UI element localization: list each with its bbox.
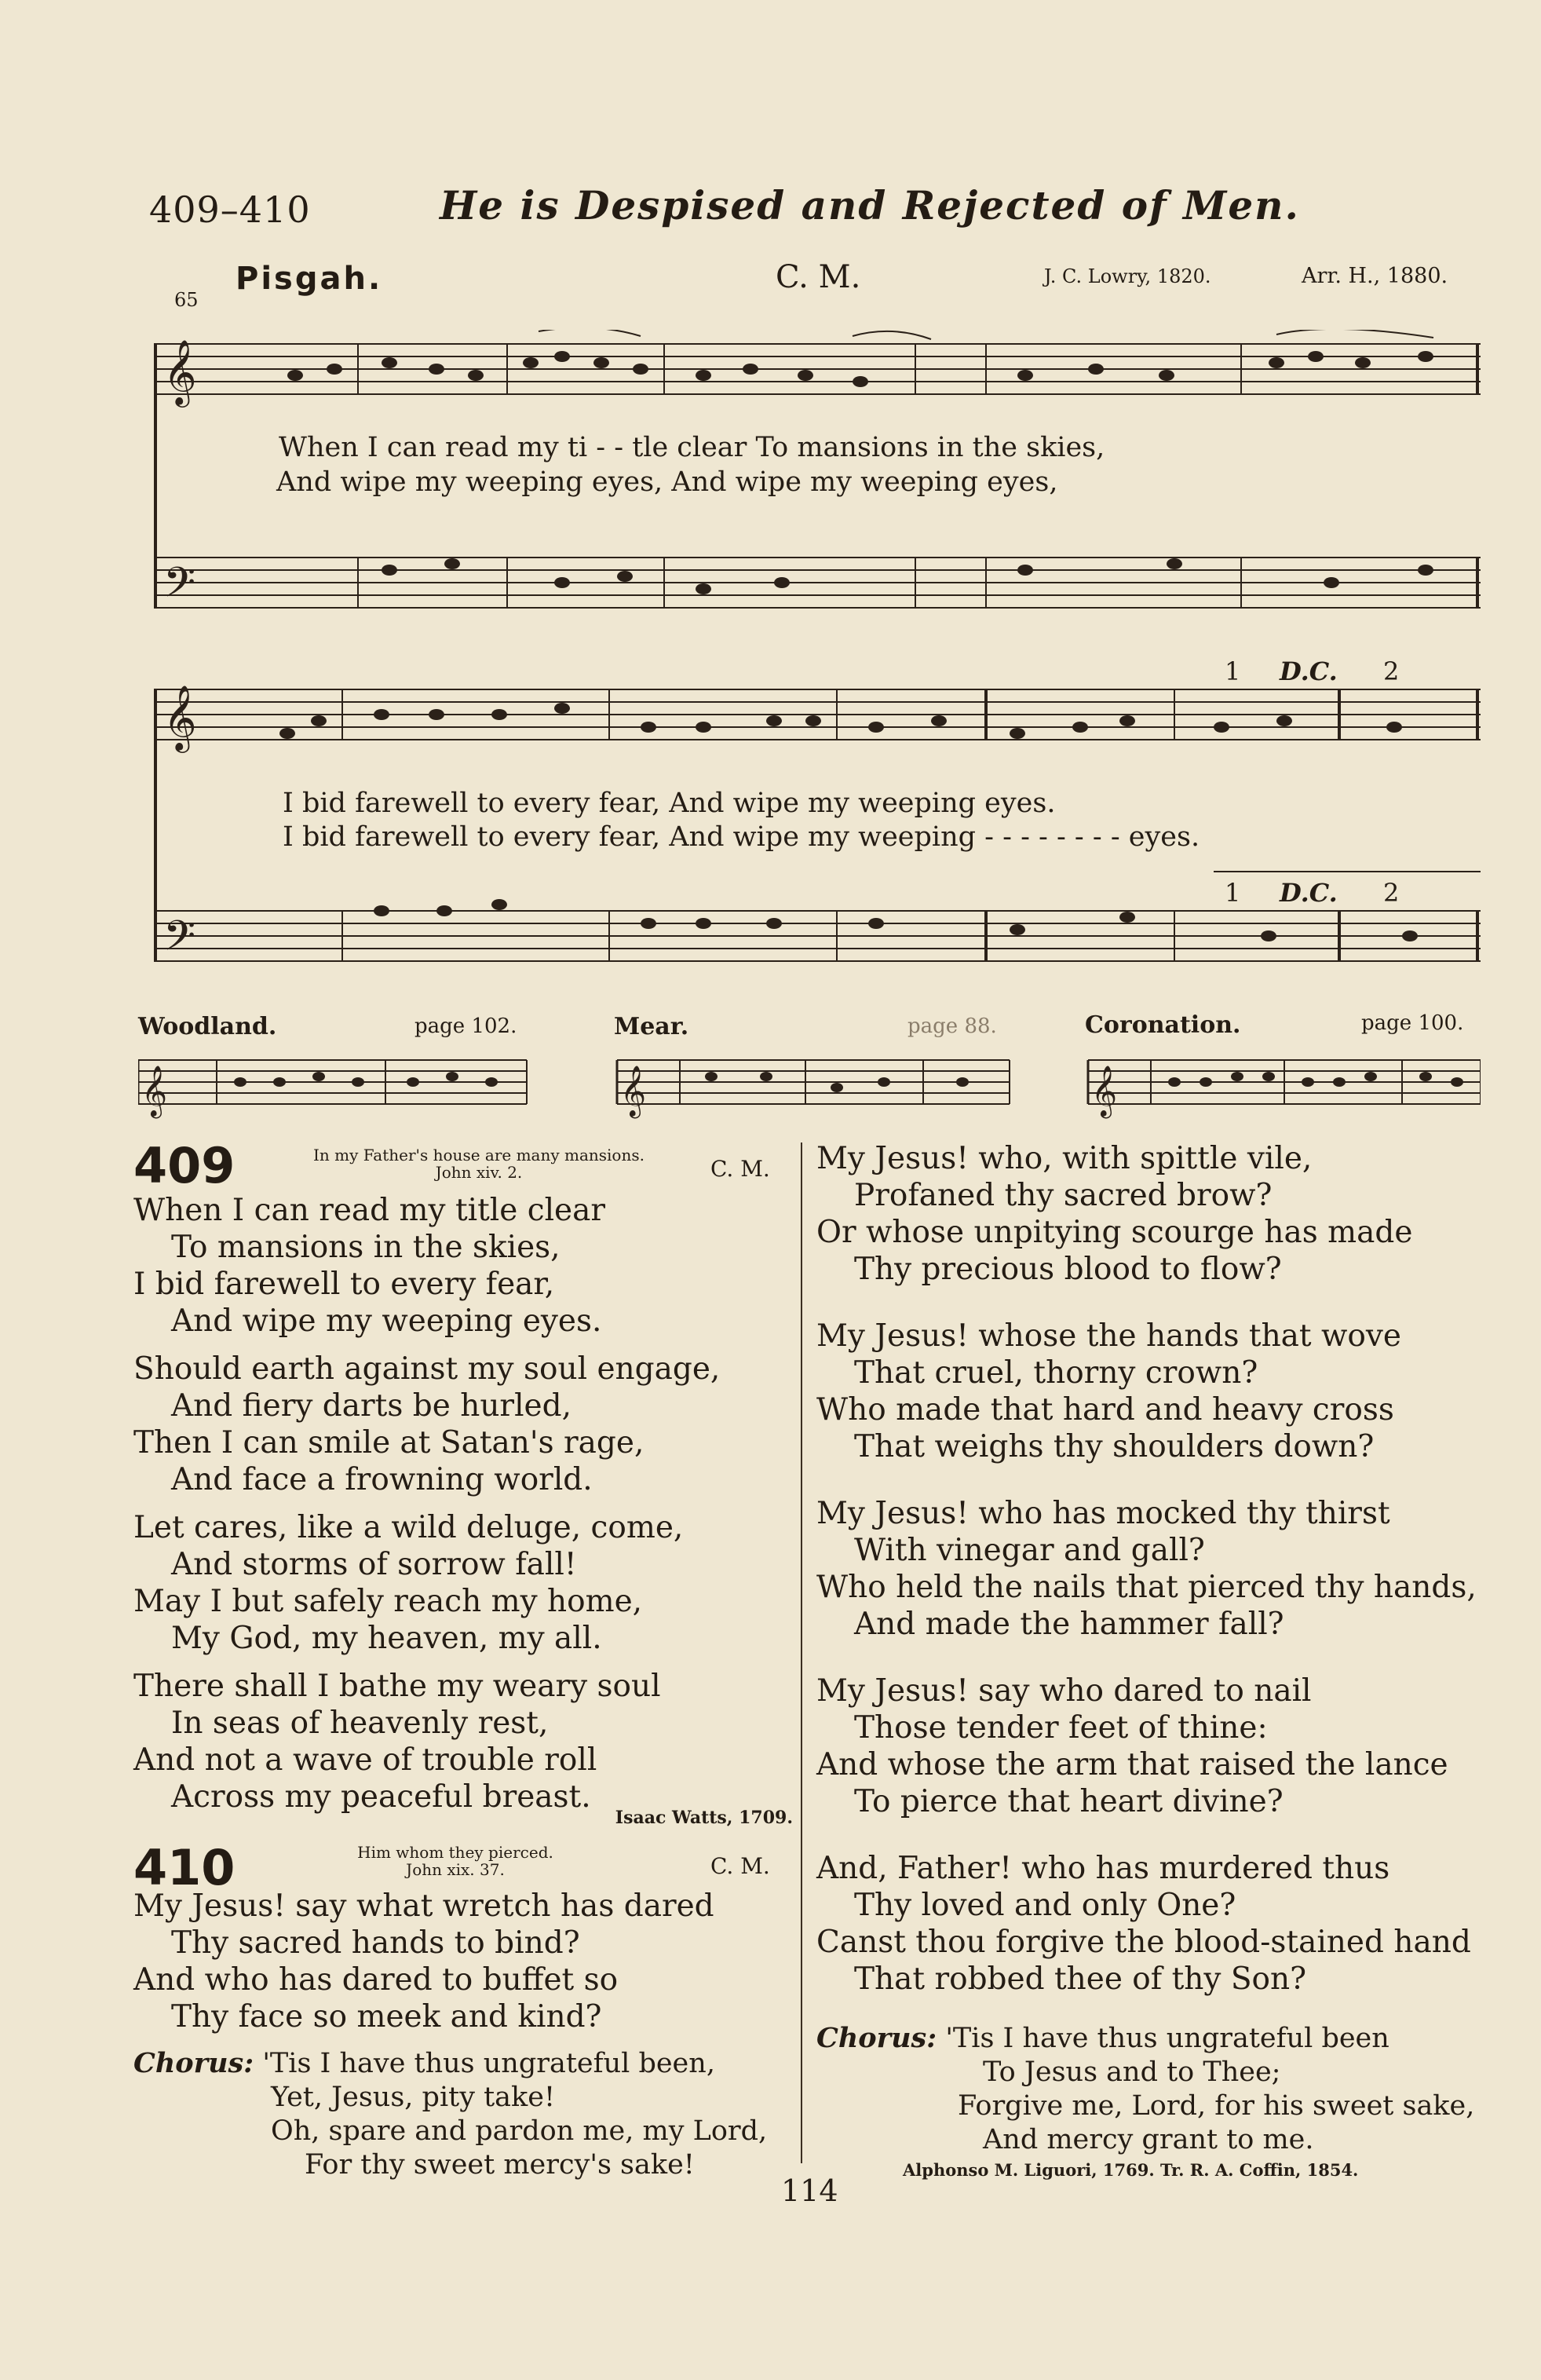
verse-line: When I can read my title clear (133, 1193, 606, 1228)
verse-line: Thy loved and only One? (854, 1888, 1236, 1923)
verse-line: My Jesus! say what wretch has dared (133, 1888, 714, 1924)
verse-line: Profaned thy sacred brow? (854, 1178, 1273, 1213)
verse-line: And fiery darts be hurled, (171, 1388, 571, 1424)
verse-line: Canst thou forgive the blood-stained hand (816, 1925, 1471, 1960)
lyrics-system-2-line-2: I bid farewell to every fear, And wipe my weeping - - - - - - - - eyes. (283, 821, 1200, 853)
verse-line: My God, my heaven, my all. (171, 1621, 602, 1656)
hymn-410-stanza-4 (816, 1495, 1492, 1643)
verse-line: And wipe my weeping eyes. (171, 1303, 602, 1339)
tune-name: Pisgah. (236, 261, 383, 297)
chorus-line: Forgive me, Lord, for his sweet sake, (958, 2090, 1475, 2122)
alt-tune-mear: Mear. (614, 1013, 689, 1040)
verse-line: Or whose unpitying scourge has made (816, 1215, 1413, 1250)
hymn-410-stanza-6 (816, 1850, 1492, 1998)
chorus-line: To Jesus and to Thee; (983, 2056, 1281, 2088)
lyrics-system-2-line-1: I bid farewell to every fear, And wipe my weeping eyes. (283, 788, 1056, 819)
svg-text:𝄞: 𝄞 (163, 338, 197, 404)
svg-text:𝄞: 𝄞 (620, 1066, 647, 1117)
verse-line: Those tender feet of thine: (854, 1710, 1268, 1746)
verse-line: That robbed thee of thy Son? (854, 1961, 1307, 1997)
alt-tune-coronation-page: page 100. (1361, 1011, 1464, 1035)
hymn-410-stanza-2 (816, 1140, 1492, 1288)
volta-2-label-bass: 2 (1383, 878, 1400, 908)
hymn-409 (133, 1137, 793, 1828)
chorus-line: Yet, Jesus, pity take! (271, 2082, 556, 2113)
hymn-409-scripture-text: In my Father's house are many mansions. (313, 1146, 645, 1164)
volta-1-label: 1 (1225, 656, 1241, 686)
lyrics-system-1-line-2: And wipe my weeping eyes, And wipe my weeping eyes, (276, 466, 1058, 498)
alt-tune-woodland: Woodland. (138, 1013, 277, 1040)
verse-line: Across my peaceful breast. (171, 1779, 591, 1815)
hymn-410-scripture (290, 1844, 620, 1878)
hymn-409-stanza-1 (133, 1192, 793, 1340)
hymn-410-stanza-1 (133, 1888, 793, 2035)
hymn-410 (133, 1839, 793, 2182)
hymn-409-meter: C. M. (710, 1156, 770, 1182)
hymn-409-stanza-2 (133, 1351, 793, 1498)
hymn-number-range: 409–410 (149, 188, 311, 231)
svg-text:𝄞: 𝄞 (163, 684, 197, 750)
hymn-409-scripture-ref: John xiv. 2. (435, 1163, 523, 1182)
svg-text:𝄢: 𝄢 (163, 559, 196, 617)
hymn-410-author: Alphonso M. Liguori, 1769. Tr. R. A. Coffin, 1854. (903, 2160, 1359, 2180)
verse-line: And face a frowning world. (171, 1462, 593, 1497)
verse-line: With vinegar and gall? (854, 1533, 1205, 1568)
tune-meter: C. M. (776, 259, 861, 295)
lyrics-system-1-line-1: When I can read my ti - - tle clear To mansions in the skies, (279, 432, 1105, 463)
verse-line: Let cares, like a wild deluge, come, (133, 1510, 684, 1545)
verse-line: That cruel, thorny crown? (854, 1355, 1258, 1391)
arranger-credit: Arr. H., 1880. (1302, 264, 1448, 288)
hymn-409-author: Isaac Watts, 1709. (615, 1808, 793, 1828)
composer-credit: J. C. Lowry, 1820. (1044, 265, 1211, 287)
page-number: 114 (781, 2173, 838, 2208)
verse-line: And, Father! who has murdered thus (816, 1851, 1390, 1886)
volta-1-label-bass: 1 (1225, 878, 1241, 908)
verse-line: Should earth against my soul engage, (133, 1351, 721, 1387)
verse-line: And made the hammer fall? (854, 1607, 1284, 1642)
verse-line: May I but safely reach my home, (133, 1584, 643, 1619)
chorus-line: For thy sweet mercy's sake! (305, 2149, 695, 2181)
da-capo-mark-bass: D.C. (1280, 878, 1338, 908)
chorus-label: Chorus: (133, 2047, 254, 2079)
verse-line: My Jesus! who has mocked thy thirst (816, 1496, 1390, 1531)
hymn-410-scripture-ref: John xix. 37. (406, 1860, 505, 1879)
hymn-410-chorus (133, 2046, 793, 2182)
verse-line: And whose the arm that raised the lance (816, 1747, 1448, 1782)
verse-line: Who made that hard and heavy cross (816, 1392, 1394, 1428)
verse-line: And who has dared to buffet so (133, 1962, 619, 1998)
svg-text:𝄞: 𝄞 (1091, 1066, 1118, 1117)
verse-line: That weighs thy shoulders down? (854, 1429, 1375, 1464)
verse-line: My Jesus! say who dared to nail (816, 1673, 1312, 1709)
verse-line: My Jesus! whose the hands that wove (816, 1318, 1401, 1354)
verse-line: Thy sacred hands to bind? (171, 1925, 580, 1961)
verse-line: In seas of heavenly rest, (171, 1705, 549, 1741)
verse-line: And storms of sorrow fall! (171, 1547, 577, 1582)
verse-line: Then I can smile at Satan's rage, (133, 1425, 645, 1461)
verse-line: To pierce that heart divine? (854, 1784, 1284, 1819)
chorus-line: And mercy grant to me. (983, 2124, 1314, 2155)
hymn-410-stanza-3 (816, 1318, 1492, 1465)
hymn-410-chorus-2 (816, 2021, 1492, 2157)
column-divider (801, 1142, 802, 2163)
hymn-409-number: 409 (133, 1137, 236, 1194)
volta-2-label: 2 (1383, 656, 1400, 686)
chorus-line: Oh, spare and pardon me, my Lord, (271, 2115, 768, 2147)
hymn-410-number: 410 (133, 1839, 236, 1896)
verse-line: My Jesus! who, with spittle vile, (816, 1141, 1313, 1176)
hymn-410-scripture-text: Him whom they pierced. (357, 1843, 553, 1862)
hymn-410-stanza-5 (816, 1673, 1492, 1820)
chorus-label: Chorus: (816, 2022, 937, 2054)
verse-line: And not a wave of trouble roll (133, 1742, 597, 1778)
hymn-409-stanza-4 (133, 1668, 793, 1815)
alt-tune-mear-page: page 88. (907, 1015, 997, 1038)
verse-line: Thy face so meek and kind? (171, 1999, 602, 2035)
alternate-tune-incipits (138, 1044, 1481, 1131)
chorus-line: 'Tis I have thus ungrateful been, (262, 2048, 715, 2079)
da-capo-mark: D.C. (1280, 656, 1338, 686)
hymn-409-scripture (236, 1146, 722, 1181)
chorus-line: 'Tis I have thus ungrateful been (945, 2023, 1389, 2054)
verse-line: Thy precious blood to flow? (854, 1252, 1282, 1287)
hymn-410-continued (816, 1140, 1492, 2180)
alt-tune-coronation: Coronation. (1085, 1011, 1241, 1039)
verse-line: I bid farewell to every fear, (133, 1267, 555, 1302)
verse-line: There shall I bathe my weary soul (133, 1669, 661, 1704)
hymn-409-stanza-3 (133, 1509, 793, 1657)
alt-tune-woodland-page: page 102. (414, 1015, 517, 1038)
music-system-2 (154, 675, 1481, 966)
verse-line: Who held the nails that pierced thy hands, (816, 1570, 1477, 1605)
tempo-mark: 65 (174, 289, 199, 311)
page-title: He is Despised and Rejected of Men. (440, 182, 1300, 228)
svg-text:𝄞: 𝄞 (141, 1066, 168, 1117)
verse-line: To mansions in the skies, (171, 1230, 561, 1265)
hymn-410-meter: C. M. (710, 1853, 770, 1879)
svg-text:𝄢: 𝄢 (163, 912, 196, 966)
